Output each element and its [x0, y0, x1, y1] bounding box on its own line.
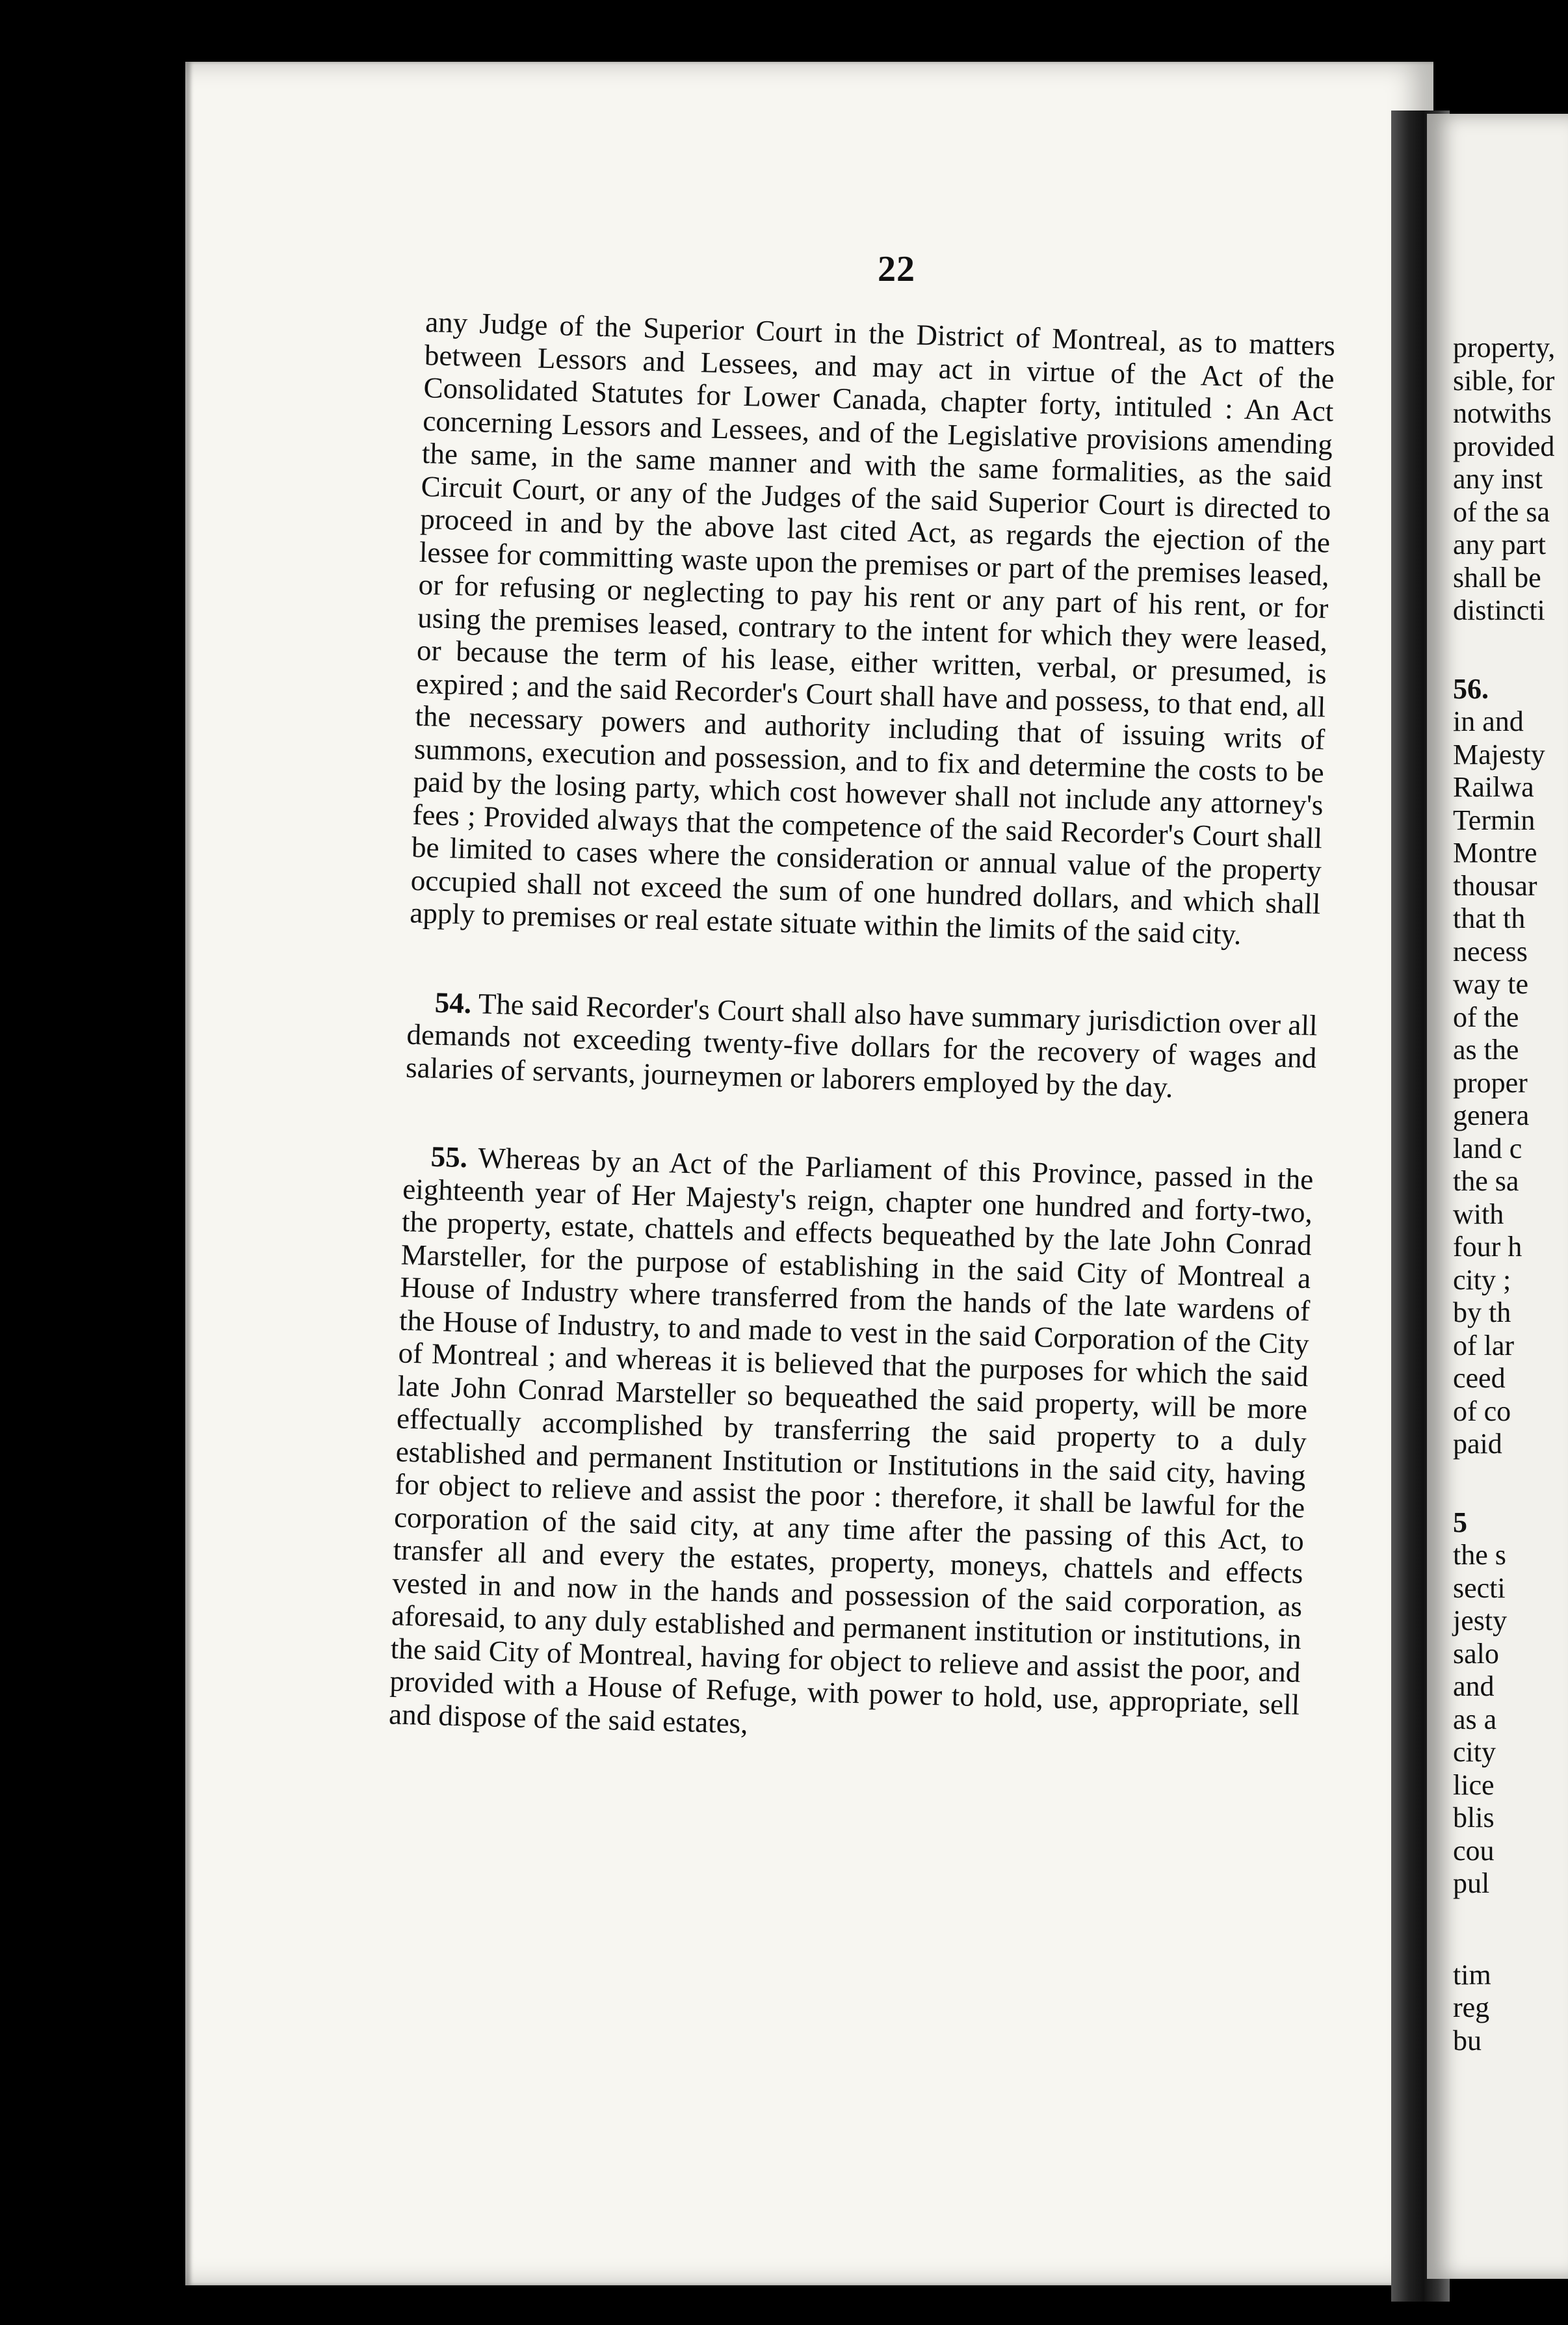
right-page-line: city ;: [1453, 1263, 1511, 1296]
right-page-line: of the sa: [1453, 495, 1550, 528]
right-page-line: shall be: [1453, 561, 1541, 594]
right-page-line: secti: [1453, 1571, 1506, 1604]
right-page-line: blis: [1453, 1802, 1495, 1833]
right-page-line: the sa: [1453, 1165, 1519, 1197]
right-page-line: thousar: [1453, 869, 1537, 902]
right-page-line: four h: [1453, 1231, 1522, 1263]
section-55: [389, 1140, 1314, 1754]
left-page-body: [389, 306, 1336, 1754]
right-page-line: of co: [1453, 1395, 1511, 1427]
right-page-line: distincti: [1453, 594, 1545, 626]
section-text: The said Recorder's Court shall also have summary jurisdiction over all demands not exceeding twenty-five dollars for the recovery of wages and salaries of servants, journeymen or laborers employed by the day.: [405, 986, 1318, 1103]
right-page-line: pul: [1453, 1867, 1490, 1899]
section-number: 54.: [434, 986, 472, 1019]
right-page-line: with: [1453, 1198, 1504, 1230]
right-page-line: land c: [1453, 1132, 1522, 1164]
right-page-line: Montre: [1453, 837, 1537, 869]
right-page-line: lice: [1453, 1768, 1495, 1801]
right-page-line: cou: [1453, 1834, 1495, 1867]
right-page-line: notwiths: [1453, 397, 1552, 429]
right-page-line: of lar: [1453, 1329, 1515, 1361]
right-page-line: Termin: [1453, 804, 1535, 836]
right-page-line: way te: [1453, 968, 1529, 1000]
right-page: [1427, 114, 1568, 2279]
right-page-line: and: [1453, 1670, 1495, 1702]
right-page-line: property,: [1453, 332, 1556, 363]
right-page-line: of the: [1453, 1001, 1519, 1033]
right-page-line: the s: [1453, 1539, 1506, 1571]
right-page-line: in and: [1453, 705, 1524, 737]
right-page-line: jesty: [1453, 1605, 1508, 1636]
right-page-line: tim: [1453, 1958, 1491, 1991]
right-page-line: any inst: [1453, 463, 1543, 495]
right-page-line: genera: [1453, 1099, 1530, 1131]
right-page-line: sible, for: [1453, 364, 1555, 397]
right-page-text: [1453, 332, 1568, 2057]
page-number: 22: [878, 249, 915, 289]
right-page-line: by th: [1453, 1296, 1511, 1328]
right-page-line: 5: [1453, 1506, 1467, 1538]
right-page-line: provided: [1453, 430, 1555, 462]
right-page-line: ceed: [1453, 1362, 1506, 1394]
continuation-paragraph: any Judge of the Superior Court in the District of Montreal, as to matters between Lessors and Lessees, and may act in virtue of the Act of the Consolidated Statutes for Lower Canada, chapter forty, intituled : An Act concerning Lessors and Lessees, and of the Legislative provisions amending the same, in the same manner and with the same formalities, as the said Circuit Court, or any of the Judges of the said Superior Court is directed to proceed in and by the above last cited Act, as regards the ejection of the lessee for committing waste upon the premises or part of the premises leased, or for refusing or neglecting to pay his rent or any part of his rent, or for using the premises leased, contrary to the intent for which they were leased, or because the term of his lease, either written, verbal, or presumed, is expired ; and the said Recorder's Court shall have and possess, to that end, all the necessary powers and authority including that of issuing writs of summons, execution and possession, and to fix and determine the costs to be paid by the losing party, which cost however shall not include any attorney's fees ; Provided always that the competence of the said Recorder's Court shall be limited to cases where the consideration or annual value of the property occupied shall not exceed the sum of one hundred dollars, and which shall apply to premises or real estate situate within the limits of the said city.: [409, 306, 1336, 951]
right-page-line: as a: [1453, 1703, 1497, 1735]
right-page-line: reg: [1453, 1991, 1490, 2023]
right-page-line: Railwa: [1453, 771, 1534, 803]
right-page-line: 56.: [1453, 672, 1489, 705]
right-page-line: necess: [1453, 935, 1528, 967]
right-page-line: proper: [1453, 1066, 1528, 1099]
right-page-line: that th: [1453, 902, 1526, 934]
right-page-line: salo: [1453, 1637, 1499, 1670]
section-text: Whereas by an Act of the Parliament of this Province, passed in the eighteenth year of Her Majesty's reign, chapter one hundred and forty-two, the property, estate, chattels and effects bequeathed by the late John Conrad Marsteller, for the purpose of establishing in the said City of Montreal a House of Industry where transferred from the hands of the late wardens of the House of Industry, to and made to vest in the said Corporation of the City of Montreal ; and whereas it is believed that the purposes for which the said late John Conrad Marsteller so bequeathed the said property, will be more effectually accomplished by transferring the said property to a duly established and permanent Institution or Institutions in the said city, having for object to relieve and assist the poor : therefore, it shall be lawful for the corporation of the said city, at any time after the passing of this Act, to transfer all and every the estates, property, moneys, chattels and effects vested in and now in the hands and possession of the said corporation, as aforesaid, to any duly established and permanent institution or institutions, in the said City of Montreal, having for object to relieve and assist the poor, and provided with a House of Refuge, with power to hold, use, appropriate, sell and dispose of the said estates,: [388, 1141, 1314, 1740]
right-page-line: Majesty: [1453, 738, 1545, 770]
right-page-line: city: [1453, 1736, 1496, 1768]
right-page-line: as the: [1453, 1034, 1519, 1066]
right-page-line: any part: [1453, 529, 1546, 560]
right-page-line: bu: [1453, 2024, 1482, 2056]
right-page-line: paid: [1453, 1428, 1502, 1460]
section-number: 55.: [430, 1140, 468, 1174]
